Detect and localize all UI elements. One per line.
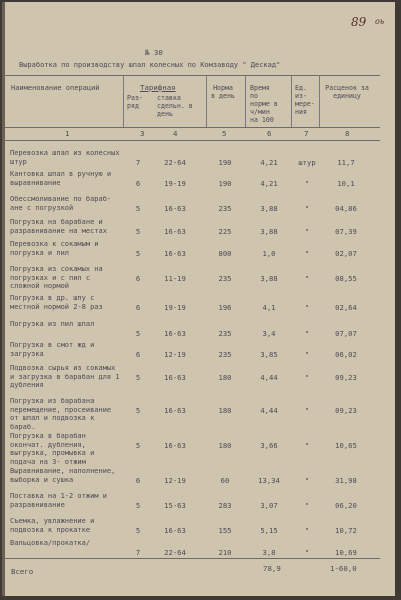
cell-stavka: 16-63 [164,406,186,415]
header-mid-rule [5,127,380,128]
total-norm: 78,9 [263,564,281,573]
operation-name: Подвозка сырья из сокамых и загрузка в барабан для 1 дубления [10,364,120,390]
cell-vremya: 5,15 [260,526,278,535]
cell-razr: 6 [135,476,141,485]
cell-rate: 04,86 [335,204,357,213]
col-number: 3 [140,129,145,138]
header-divider [291,75,292,127]
col-number: 1 [65,129,70,138]
cell-rate: 08,55 [335,274,357,283]
cell-stavka: 16-63 [164,373,186,382]
cell-vremya: 3,85 [260,350,278,359]
header-divider [319,75,320,127]
cell-vremya: 3,88 [260,227,278,236]
operation-name: Погрузка в барабан окончат. дубления, выгрузка, промывка и подача на 3- отжим [10,432,95,466]
cell-rate: 02,07 [335,249,357,258]
cell-ed: " [304,350,310,359]
cell-ed: " [304,303,310,312]
cell-razr: 6 [135,179,141,188]
cell-rate: 31,98 [335,476,357,485]
col-number: 8 [345,129,350,138]
cell-vremya: 13,34 [258,476,280,485]
cell-stavka: 12-19 [164,350,186,359]
cell-norma: 180 [218,406,232,415]
cell-ed: " [304,204,310,213]
operation-name: Кантовка шпал в ручную и выравнивание [10,170,112,187]
header-ed: Ед. из-мере-ния [295,84,315,116]
col-number: 5 [222,129,227,138]
cell-stavka: 16-63 [164,526,186,535]
cell-razr: 5 [135,501,141,510]
operation-name: Погрузка на барабане и разравнивание на местах [10,218,107,235]
header-tarif: Тарифная [140,83,176,92]
header-rascenka: Расценок за единицу [325,84,369,100]
cell-vremya: 3,88 [260,274,278,283]
cell-razr: 5 [135,406,141,415]
cell-razr: 5 [135,204,141,213]
cell-rate: 09,23 [335,373,357,382]
cell-ed: " [304,227,310,236]
cell-vremya: 1,0 [262,249,276,258]
cell-norma: 155 [218,526,232,535]
cell-ed: " [304,373,310,382]
cell-stavka: 15-63 [164,501,186,510]
corner-mark: оь [375,17,385,26]
cell-ed: штур [298,158,316,167]
cell-vremya: 3,4 [262,329,276,338]
cell-ed: " [304,249,310,258]
cell-norma: 800 [218,249,232,258]
cell-ed: " [304,548,310,557]
cell-ed: " [304,526,310,535]
operation-name: Вальцовка/прокатка/ [10,539,91,547]
operation-name: Погрузка из барабана перемещение, просеивание от шпал и подвозка к бараб. [10,397,112,431]
cell-stavka: 22-64 [164,158,186,167]
cell-norma: 235 [218,274,232,283]
operation-name: Погрузка из пил шпал [10,320,95,328]
cell-vremya: 3,88 [260,204,278,213]
header-bottom-rule [5,140,380,141]
cell-rate: 10,69 [335,548,357,557]
cell-ed: " [304,501,310,510]
cell-razr: 5 [135,329,141,338]
operation-name: Обессмоливание по бараб-ане с погрузкой [10,195,112,212]
header-stavka: ставка сдельн. в день [157,94,193,118]
cell-vremya: 4,44 [260,406,278,415]
cell-stavka: 16-63 [164,441,186,450]
cell-razr: 5 [135,441,141,450]
cell-ed: " [304,329,310,338]
cell-norma: 225 [218,227,232,236]
document-sheet [2,2,395,596]
cell-ed: " [304,406,310,415]
operation-name: Съемка, увлажнение и подвозка к прокатке [10,517,95,534]
cell-norma: 283 [218,501,232,510]
operation-name: Выравнивание, наполнение, выборка и сушка [10,467,116,484]
header-vremya: Время по норме в ч/мин на 100 [250,84,278,124]
cell-stavka: 16-63 [164,204,186,213]
cell-norma: 60 [220,476,230,485]
header-top-rule [5,75,380,76]
total-rate: 1-60,0 [330,564,357,573]
operation-name: Погрузка в смот жд и загрузка [10,341,95,358]
header-norma: Норма в день [211,84,235,100]
operation-name: Погрузка в др. шпу с местной нормой 2-8 раз [10,294,103,311]
cell-stavka: 16-63 [164,329,186,338]
operation-name: Погрузка из сокамых на погрузках и с пил с сложной нормой [10,265,103,291]
total-rule [5,558,380,559]
cell-rate: 07,39 [335,227,357,236]
cell-norma: 190 [218,158,232,167]
cell-ed: " [304,476,310,485]
cell-razr: 5 [135,249,141,258]
cell-norma: 180 [218,373,232,382]
cell-rate: 02,64 [335,303,357,312]
header-divider [123,75,124,127]
col-number: 6 [267,129,272,138]
cell-razr: 6 [135,274,141,283]
cell-rate: 10,65 [335,441,357,450]
cell-norma: 196 [218,303,232,312]
cell-vremya: 4,1 [262,303,276,312]
cell-ed: " [304,441,310,450]
cell-norma: 190 [218,179,232,188]
header-divider [245,75,246,127]
cell-ed: " [304,274,310,283]
cell-stavka: 19-19 [164,179,186,188]
cell-vremya: 3,07 [260,501,278,510]
cell-stavka: 12-19 [164,476,186,485]
document-title: Выработка по производству шпал колесных по Комзаводу " Дескад" [19,61,281,69]
cell-vremya: 4,21 [260,158,278,167]
cell-razr: 5 [135,526,141,535]
cell-rate: 07,07 [335,329,357,338]
cell-razr: 5 [135,373,141,382]
cell-razr: 6 [135,350,141,359]
cell-rate: 09,23 [335,406,357,415]
cell-rate: 10,72 [335,526,357,535]
header-razr: Раз-ряд [127,94,143,110]
cell-stavka: 19-19 [164,303,186,312]
cell-norma: 235 [218,204,232,213]
col-number: 4 [173,129,178,138]
cell-vremya: 3,8 [262,548,276,557]
cell-razr: 5 [135,227,141,236]
cell-norma: 210 [218,548,232,557]
cell-stavka: 16-63 [164,227,186,236]
operation-name: Перевозка шпал из колесных штур [10,149,120,166]
header-operations: Наименование операций [11,84,100,92]
cell-rate: 10,1 [337,179,355,188]
cell-razr: 7 [135,158,141,167]
sheet-number: № 30 [145,48,163,57]
cell-rate: 06,20 [335,501,357,510]
cell-norma: 235 [218,329,232,338]
cell-stavka: 11-19 [164,274,186,283]
cell-vremya: 4,44 [260,373,278,382]
cell-norma: 235 [218,350,232,359]
cell-razr: 6 [135,303,141,312]
total-label: Всего [11,567,34,576]
handwritten-page-number: 89 [351,15,367,29]
cell-stavka: 22-64 [164,548,186,557]
cell-stavka: 16-63 [164,249,186,258]
cell-ed: " [304,179,310,188]
operation-name: Поставка на 1-2 отжим и разравнивание [10,492,107,509]
cell-razr: 7 [135,548,141,557]
cell-rate: 11,7 [337,158,355,167]
col-number: 7 [304,129,309,138]
operation-name: Перевозка к сокамым и погрузка и пил [10,240,99,257]
cell-vremya: 3,66 [260,441,278,450]
cell-rate: 06,02 [335,350,357,359]
header-divider [206,75,207,127]
cell-vremya: 4,21 [260,179,278,188]
cell-norma: 180 [218,441,232,450]
